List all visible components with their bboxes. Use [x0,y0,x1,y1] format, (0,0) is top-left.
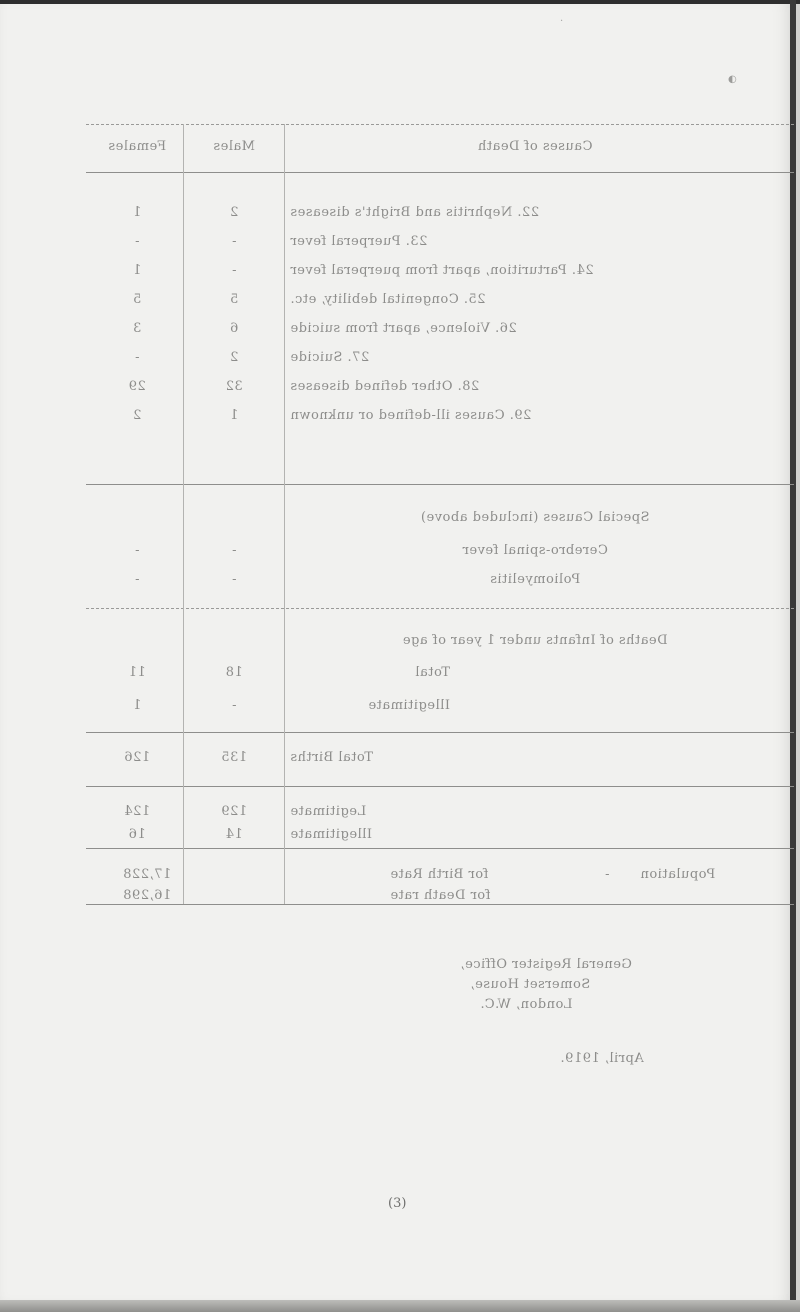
rule-after-total-births [86,786,794,787]
special-causes-heading: Special Causes (included above) [420,510,650,525]
infant-deaths-heading: Deaths of Infants under 1 year of age [402,633,668,648]
signature-city: London, W.C. [480,997,573,1012]
cause-26-description: 26. Violence, apart from suicide [290,321,517,336]
infant-total-females: 11 [128,665,146,680]
cause-23-description: 23. Puerperal fever [290,234,428,249]
cause-24-description: 24. Parturition, apart from puerperal fever [290,263,594,278]
rule-after-infants [86,732,794,733]
cause-22-description: 22. Nephritis and Bright's diseases [290,205,540,220]
cause-25-males: 5 [229,292,239,307]
header-females: Females [107,139,167,154]
infant-illegitimate-description: Illegitimate [367,698,450,713]
cause-22-females: 1 [132,205,142,220]
legitimate-births-description: Legitimate [290,804,367,819]
special-row-2-females: - [134,572,140,587]
infant-illegitimate-females: 1 [132,698,142,713]
cause-27-females: - [134,350,140,365]
cause-24-females: 1 [132,263,142,278]
cause-27-description: 27. Suicide [290,350,370,365]
scan-edge-top [0,0,800,4]
cause-29-description: 29. Causes ill-defined or unknown [290,408,532,423]
legitimate-births-males: 129 [220,804,248,819]
signature-house: Somerset House, [470,977,591,992]
scan-speck: · [560,16,564,27]
rule-after-population [86,904,794,905]
cause-27-males: 2 [229,350,239,365]
cause-26-females: 3 [132,321,142,336]
rule-after-births [86,848,794,849]
legitimate-births-females: 124 [123,804,151,819]
signature-office: General Register Office, [460,957,632,972]
scan-edge-right [790,0,796,1312]
special-row-2-description: Poliomyelitis [489,572,581,587]
total-births-females: 126 [123,750,151,765]
column-divider-2 [284,124,285,904]
signature-date: April, 1919. [560,1051,644,1066]
rule-after-causes [86,484,794,485]
special-row-1-description: Cerebro-spinal fever [462,543,608,558]
cause-29-males: 1 [229,408,239,423]
cause-25-females: 5 [132,292,142,307]
death-rate-label: for Death rate [390,888,491,903]
cause-28-males: 32 [225,379,243,394]
cause-23-females: - [134,234,140,249]
cause-22-males: 2 [229,205,239,220]
birth-rate-label: for Birth Rate [390,867,489,882]
total-births-males: 135 [220,750,248,765]
cause-25-description: 25. Congenital debility, etc. [290,292,486,307]
birth-rate-value: 17,228 [122,867,172,882]
header-males: Males [212,139,256,154]
scan-edge-bottom [0,1300,800,1312]
population-dash: - [604,867,610,882]
header-causes: Causes of Death [477,139,593,154]
total-births-description: Total Births [290,750,373,765]
rule-top [86,124,794,125]
infant-total-males: 18 [225,665,243,680]
infant-illegitimate-males: - [231,698,237,713]
cause-28-females: 29 [128,379,146,394]
cause-29-females: 2 [132,408,142,423]
illegitimate-births-males: 14 [225,827,243,842]
infant-total-description: Total [414,665,450,680]
cause-23-males: - [231,234,237,249]
cause-26-males: 6 [229,321,239,336]
death-rate-value: 16,298 [122,888,172,903]
cause-24-males: - [231,263,237,278]
rule-header [86,172,794,173]
special-row-2-males: - [231,572,237,587]
page-number: (3) [388,1196,407,1211]
illegitimate-births-description: Illegitimate [290,827,373,842]
rule-after-special [86,608,794,609]
cause-28-description: 28. Other defined diseases [290,379,480,394]
special-row-1-females: - [134,543,140,558]
population-label: Population [640,867,716,882]
illegitimate-births-females: 16 [128,827,146,842]
corner-mark: ◐ [728,74,737,85]
special-row-1-males: - [231,543,237,558]
